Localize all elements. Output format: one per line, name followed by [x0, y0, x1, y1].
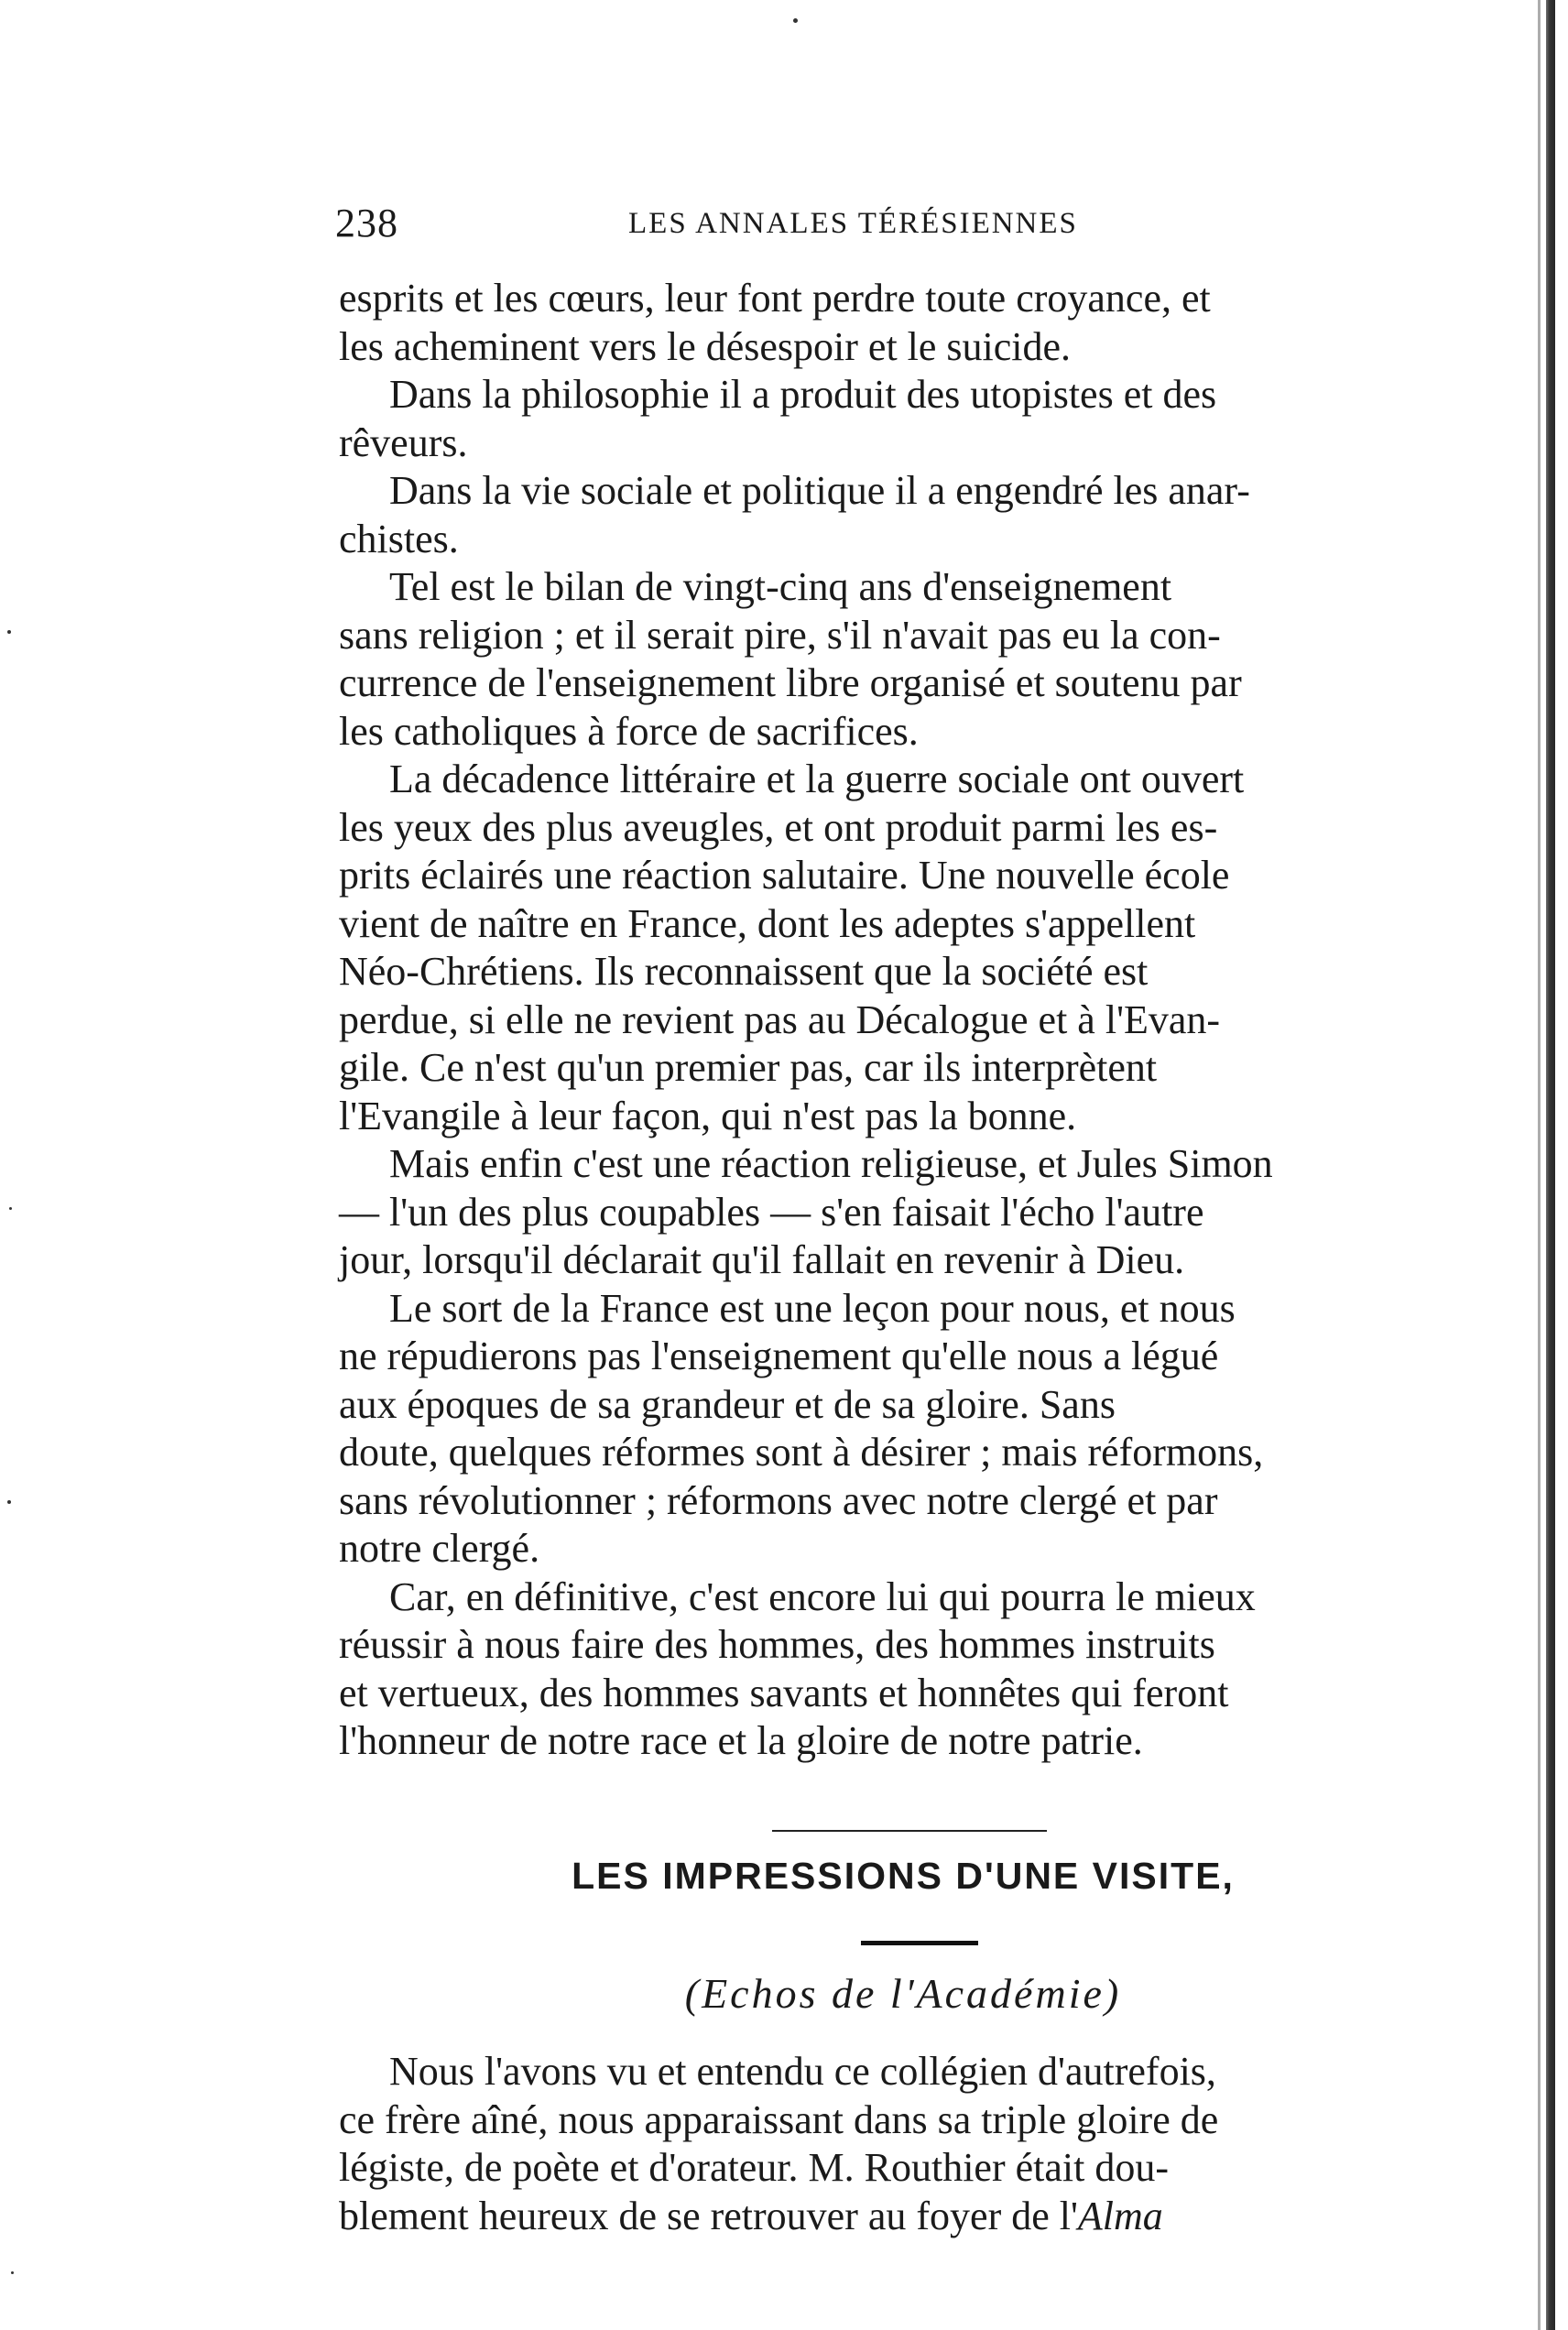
text-line: prits éclairés une réaction salutaire. Une nouvelle école: [339, 853, 1230, 898]
page-number: 238: [335, 201, 398, 245]
text-line: ne répudierons pas l'enseignement qu'elle nous a légué: [339, 1334, 1219, 1378]
text-line: ce frère aîné, nous apparaissant dans sa triple gloire de: [339, 2096, 1219, 2142]
scan-speck: [9, 1207, 12, 1210]
text-line: l'Evangile à leur façon, qui n'est pas la bonne.: [339, 1093, 1077, 1138]
paragraph: [339, 371, 1467, 467]
text-line: Le sort de la France est une leçon pour nous, et nous: [389, 1285, 1236, 1331]
text-line: doute, quelques réformes sont à désirer ; mais réformons,: [339, 1430, 1264, 1475]
paragraph: [339, 1573, 1467, 1766]
binding-edge: [1546, 0, 1555, 2330]
text-line: sans religion ; et il serait pire, s'il n'avait pas eu la con-: [339, 612, 1221, 658]
text-line: l'honneur de notre race et la gloire de notre patrie.: [339, 1718, 1143, 1763]
paragraph: [339, 563, 1467, 756]
text-line: les yeux des plus aveugles, et ont produit parmi les es-: [339, 804, 1218, 850]
text-line-last: [339, 2193, 1467, 2241]
text-line: jour, lorsqu'il déclarait qu'il fallait en revenir à Dieu.: [339, 1237, 1185, 1282]
text-line: chistes.: [339, 516, 459, 561]
text-line: notre clergé.: [339, 1526, 540, 1571]
text-line: Dans la philosophie il a produit des utopistes et des: [389, 372, 1217, 417]
text-line: — l'un des plus coupables — s'en faisait l'écho l'autre: [339, 1189, 1204, 1235]
closing-text: [339, 2048, 1467, 2240]
paragraph: [339, 1140, 1467, 1285]
section-subtitle: (Echos de l'Académie): [684, 1970, 1122, 2017]
text-fragment: blement heureux de se retrouver au foyer de l': [339, 2193, 1078, 2238]
text-line: currence de l'enseignement libre organisé et soutenu par: [339, 660, 1242, 705]
text-line: aux époques de sa grandeur et de sa gloire. Sans: [339, 1381, 1116, 1427]
text-line: les acheminent vers le désespoir et le suicide.: [339, 323, 1072, 369]
text-line: légiste, de poète et d'orateur. M. Routhier était dou-: [339, 2145, 1169, 2190]
text-line: Car, en définitive, c'est encore lui qui pourra le mieux: [389, 1573, 1256, 1619]
title-underline: [861, 1941, 978, 1945]
text-line: gile. Ce n'est qu'un premier pas, car ils interprètent: [339, 1045, 1158, 1090]
section-divider: [772, 1830, 1047, 1832]
text-line: sans révolutionner ; réformons avec notre clergé et par: [339, 1477, 1218, 1523]
paragraph: [339, 756, 1467, 1140]
page-header: [335, 200, 1251, 255]
paragraph: [339, 275, 1467, 371]
text-line: et vertueux, des hommes savants et honnêtes qui feront: [339, 1670, 1229, 1715]
italic-word: Alma: [1077, 2193, 1163, 2238]
text-line: Dans la vie sociale et politique il a engendré les anar-: [389, 468, 1250, 513]
text-line: Nous l'avons vu et entendu ce collégien d'autrefois,: [389, 2049, 1216, 2094]
paragraph: [339, 1285, 1467, 1573]
text-line: vient de naître en France, dont les adeptes s'appellent: [339, 900, 1196, 946]
text-line: les catholiques à force de sacrifices.: [339, 708, 919, 754]
paragraph: [339, 467, 1467, 563]
text-line: Néo-Chrétiens. Ils reconnaissent que la société est: [339, 949, 1149, 994]
scan-speck: [793, 18, 798, 23]
scan-speck: [7, 1500, 11, 1504]
text-line: La décadence littéraire et la guerre sociale ont ouvert: [389, 757, 1245, 801]
scan-speck: [7, 630, 11, 634]
text-line: Tel est le bilan de vingt-cinq ans d'enseignement: [389, 564, 1172, 609]
binding-edge-shadow: [1538, 0, 1541, 2330]
text-line: rêveurs.: [339, 419, 468, 465]
running-title: LES ANNALES TÉRÉSIENNES: [628, 207, 1078, 240]
paragraph: [339, 2048, 1467, 2240]
text-line: Mais enfin c'est une réaction religieuse, et Jules Simon: [389, 1141, 1273, 1186]
text-line: esprits et les cœurs, leur font perdre toute croyance, et: [339, 276, 1211, 321]
text-line: réussir à nous faire des hommes, des hommes instruits: [339, 1622, 1215, 1667]
scan-speck: [11, 2271, 14, 2274]
section-title: LES IMPRESSIONS D'UNE VISITE,: [572, 1855, 1235, 1897]
text-line: perdue, si elle ne revient pas au Décalogue et à l'Evan-: [339, 996, 1221, 1042]
body-text: [339, 275, 1467, 1766]
